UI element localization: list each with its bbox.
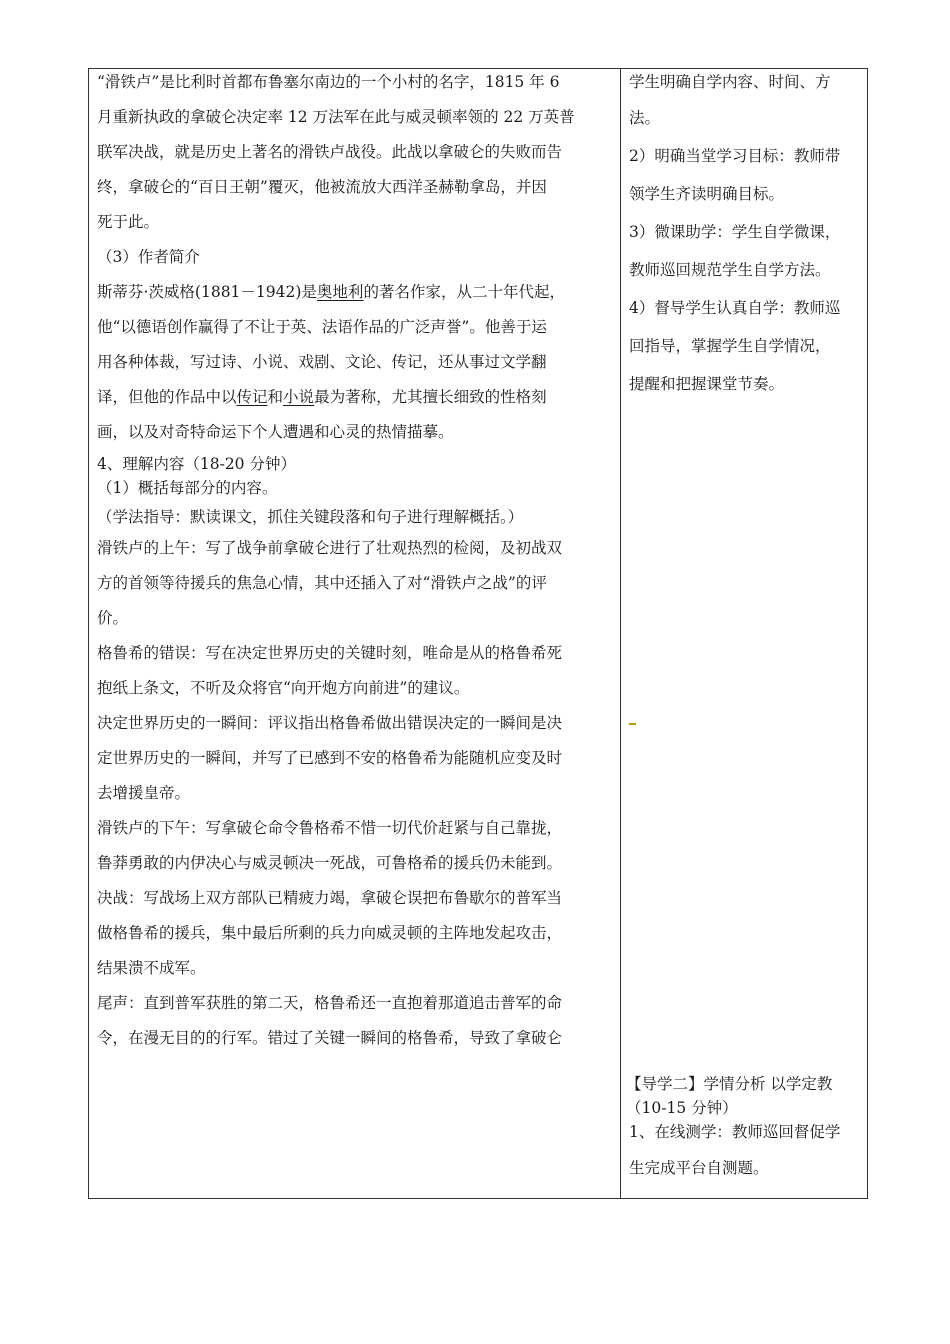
text-line: 决定世界历史的一瞬间：评议指出格鲁希做出错误决定的一瞬间是决 (97, 714, 563, 732)
text-line: 格鲁希的错误：写在决定世界历史的关键时刻，唯命是从的格鲁希死 (97, 644, 563, 662)
text-line: 1、在线测学：教师巡回督促学 (629, 1123, 841, 1141)
text-line: 用各种体裁，写过诗、小说、戏剧、文论、传记，还从事过文学翻 (97, 353, 547, 371)
summary-afternoon (97, 819, 613, 889)
text-line: 3）微课助学：学生自学微课， (629, 223, 841, 241)
summary-morning (97, 539, 613, 644)
biography-link[interactable]: 传记 (236, 388, 268, 406)
text-line: “滑铁卢”是比利时首都布鲁塞尔南边的一个小村的名字，1815 年 6 (97, 73, 560, 91)
text-line: 死于此。 (97, 213, 160, 231)
text-line: 译，但他的作品中以传记和小说最为著称，尤其擅长细致的性格刻 (97, 388, 547, 406)
text-line: 结果溃不成军。 (97, 959, 206, 977)
text-line: 生完成平台自测题。 (629, 1159, 769, 1177)
small-yellow-mark (629, 723, 636, 725)
novel-link[interactable]: 小说 (283, 388, 315, 406)
method-hint: （学法指导：默读课文，抓住关键段落和句子进行理解概括。） (97, 508, 524, 526)
austria-link[interactable]: 奥地利 (316, 283, 364, 301)
text-line: 价。 (97, 609, 129, 627)
lesson-table (88, 68, 868, 1199)
guide2-time: （10-15 分钟） (626, 1099, 738, 1117)
text-line: 提醒和把握课堂节奏。 (629, 375, 785, 393)
author-heading: （3）作者简介 (97, 248, 200, 266)
guide2-title: 【导学二】学情分析 以学定教 (626, 1075, 833, 1093)
text-line: 鲁莽勇敢的内伊决心与威灵顿决一死战，可鲁格希的援兵仍未能到。 (97, 854, 563, 872)
text-line: 终，拿破仑的“百日王朝”覆灭，他被流放大西洋圣赫勒拿岛，并因 (97, 178, 547, 196)
text-line: 联军决战，就是历史上著名的滑铁卢战役。此战以拿破仑的失败而告 (97, 143, 563, 161)
text-line: 方的首领等待援兵的焦急心情，其中还插入了对“滑铁卢之战”的评 (97, 574, 547, 592)
summary-grouchy-error (97, 644, 613, 714)
text-line: 学生明确自学内容、时间、方 (629, 73, 831, 91)
guide2-block (626, 1075, 865, 1195)
summarize-heading: （1）概括每部分的内容。 (97, 479, 278, 497)
text-line: 画，以及对奇特命运下个人遭遇和心灵的热情描摹。 (97, 423, 454, 441)
teaching-notes-column (629, 73, 863, 413)
summary-decisive-moment (97, 714, 613, 819)
text-line: 决战：写战场上双方部队已精疲力竭，拿破仑误把布鲁歇尔的普军当 (97, 889, 563, 907)
summary-epilogue (97, 994, 613, 1064)
text-line: 斯蒂芬·茨威格(1881－1942)是奥地利的著名作家，从二十年代起， (97, 283, 565, 301)
section4-heading: 4、理解内容（18-20 分钟） (97, 455, 296, 473)
content-column (97, 73, 613, 1064)
text-line: 滑铁卢的下午：写拿破仑命令鲁格希不惜一切代价赶紧与自己靠拢， (97, 819, 563, 837)
text-line: 滑铁卢的上午：写了战争前拿破仑进行了壮观热烈的检阅，及初战双 (97, 539, 563, 557)
text-line: 4）督导学生认真自学：教师巡 (629, 299, 841, 317)
text-line: 令，在漫无目的的行军。错过了关键一瞬间的格鲁希，导致了拿破仑 (97, 1029, 563, 1047)
text-line: 他“以德语创作赢得了不让于英、法语作品的广泛声誉”。他善于运 (97, 318, 547, 336)
text-line: 去增援皇帝。 (97, 784, 191, 802)
text-line: 教师巡回规范学生自学方法。 (629, 261, 831, 279)
text-line: 2）明确当堂学习目标：教师带 (629, 147, 841, 165)
text-line: 回指导，掌握学生自学情况， (629, 337, 831, 355)
column-divider (620, 69, 621, 1198)
text-line: 月重新执政的拿破仑决定率 12 万法军在此与威灵顿率领的 22 万英普 (97, 108, 575, 126)
waterloo-intro-paragraph (97, 73, 613, 248)
text-line: 做格鲁希的援兵，集中最后所剩的兵力向威灵顿的主阵地发起攻击， (97, 924, 563, 942)
text-line: 定世界历史的一瞬间，并写了已感到不安的格鲁希为能随机应变及时 (97, 749, 563, 767)
author-paragraph (97, 283, 613, 455)
summary-final-battle (97, 889, 613, 994)
text-line: 抱纸上条文，不听及众将官“向开炮方向前进”的建议。 (97, 679, 470, 697)
text-line: 法。 (629, 109, 661, 127)
text-line: 领学生齐读明确目标。 (629, 185, 785, 203)
text-line: 尾声：直到普军获胜的第二天，格鲁希还一直抱着那道追击普军的命 (97, 994, 563, 1012)
